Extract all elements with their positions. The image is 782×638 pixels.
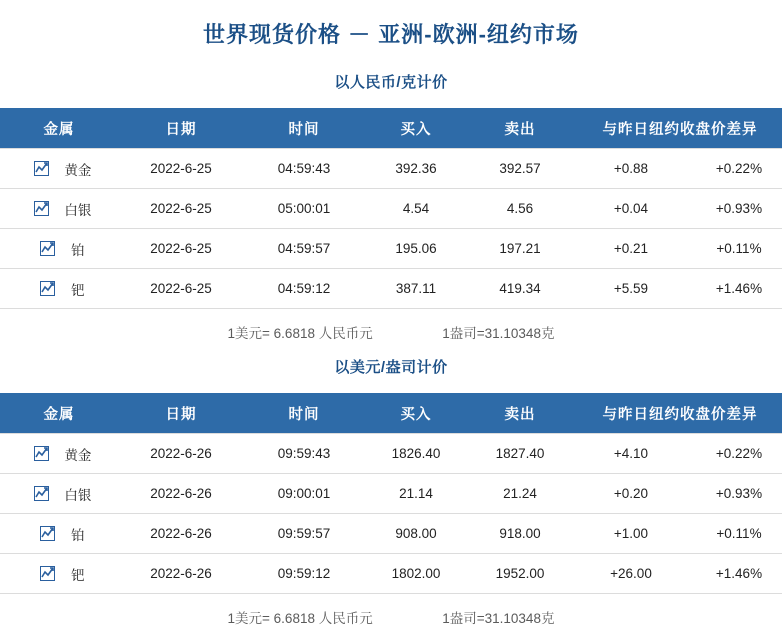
sell-cell: 197.21 — [468, 229, 572, 269]
column-header-diff: 与昨日纽约收盘价差异 — [572, 108, 782, 149]
metal-label: 黄金 — [64, 447, 92, 463]
section-title-usd: 以美元/盎司计价 — [334, 359, 448, 376]
chart-icon[interactable] — [40, 566, 55, 581]
time-cell: 09:59:12 — [244, 554, 364, 594]
table-row[interactable] — [0, 269, 782, 309]
ounce-conversion-note: 1盎司=31.10348克 — [442, 611, 555, 626]
sell-cell: 21.24 — [468, 474, 572, 514]
diff-pct-cell: +0.11% — [690, 514, 782, 554]
metal-cell — [0, 474, 118, 514]
metal-label: 白银 — [64, 487, 92, 503]
chart-icon[interactable] — [40, 241, 55, 256]
column-header-metal: 金属 — [0, 108, 118, 149]
diff-cell: +1.00 — [572, 514, 690, 554]
sell-cell: 392.57 — [468, 149, 572, 189]
date-cell: 2022-6-25 — [118, 269, 244, 309]
date-cell: 2022-6-26 — [118, 514, 244, 554]
buy-cell: 1802.00 — [364, 554, 468, 594]
buy-cell: 392.36 — [364, 149, 468, 189]
chart-icon[interactable] — [40, 281, 55, 296]
date-cell: 2022-6-26 — [118, 474, 244, 514]
ounce-conversion-note: 1盎司=31.10348克 — [442, 326, 555, 341]
table-row[interactable] — [0, 474, 782, 514]
date-cell: 2022-6-25 — [118, 229, 244, 269]
metal-cell — [0, 554, 118, 594]
exchange-rate-note: 1美元= 6.6818 人民币元 — [227, 326, 373, 341]
chart-icon[interactable] — [34, 446, 49, 461]
column-header-diff: 与昨日纽约收盘价差异 — [572, 393, 782, 434]
diff-pct-cell: +0.93% — [690, 189, 782, 229]
diff-cell: +26.00 — [572, 554, 690, 594]
table-header-usd — [0, 393, 782, 434]
metal-label: 铂 — [71, 527, 85, 543]
header-row — [0, 393, 782, 434]
date-cell: 2022-6-26 — [118, 554, 244, 594]
table-row[interactable] — [0, 554, 782, 594]
column-header-date: 日期 — [118, 393, 244, 434]
sell-cell: 1952.00 — [468, 554, 572, 594]
column-header-time: 时间 — [244, 393, 364, 434]
table-row[interactable] — [0, 229, 782, 269]
column-header-buy: 买入 — [364, 393, 468, 434]
page-title: 世界现货价格 － 亚洲-欧洲-纽约市场 — [203, 22, 579, 47]
buy-cell: 195.06 — [364, 229, 468, 269]
table-body-usd — [0, 434, 782, 594]
date-cell: 2022-6-25 — [118, 149, 244, 189]
metal-label: 黄金 — [64, 162, 92, 178]
table-row[interactable] — [0, 189, 782, 229]
time-cell: 04:59:12 — [244, 269, 364, 309]
buy-cell: 908.00 — [364, 514, 468, 554]
column-header-metal: 金属 — [0, 393, 118, 434]
diff-cell: +4.10 — [572, 434, 690, 474]
column-header-sell: 卖出 — [468, 393, 572, 434]
diff-pct-cell: +1.46% — [690, 554, 782, 594]
header-row — [0, 108, 782, 149]
metal-cell — [0, 189, 118, 229]
price-table-usd — [0, 393, 782, 594]
price-table-cny — [0, 108, 782, 309]
date-cell: 2022-6-25 — [118, 189, 244, 229]
metal-cell — [0, 149, 118, 189]
column-header-buy: 买入 — [364, 108, 468, 149]
chart-icon[interactable] — [34, 486, 49, 501]
date-cell: 2022-6-26 — [118, 434, 244, 474]
time-cell: 09:00:01 — [244, 474, 364, 514]
footnote-usd — [0, 607, 782, 627]
time-cell: 04:59:57 — [244, 229, 364, 269]
table-body-cny — [0, 149, 782, 309]
time-cell: 09:59:43 — [244, 434, 364, 474]
metal-label: 铂 — [71, 242, 85, 258]
buy-cell: 4.54 — [364, 189, 468, 229]
chart-icon[interactable] — [40, 526, 55, 541]
buy-cell: 1826.40 — [364, 434, 468, 474]
sell-cell: 1827.40 — [468, 434, 572, 474]
metal-label: 钯 — [71, 567, 85, 583]
metal-cell — [0, 434, 118, 474]
column-header-time: 时间 — [244, 108, 364, 149]
table-header-cny — [0, 108, 782, 149]
diff-pct-cell: +0.93% — [690, 474, 782, 514]
metal-cell — [0, 229, 118, 269]
diff-cell: +0.04 — [572, 189, 690, 229]
buy-cell: 21.14 — [364, 474, 468, 514]
table-row[interactable] — [0, 514, 782, 554]
footnote-cny — [0, 322, 782, 342]
sell-cell: 4.56 — [468, 189, 572, 229]
diff-pct-cell: +0.11% — [690, 229, 782, 269]
diff-pct-cell: +0.22% — [690, 149, 782, 189]
diff-cell: +0.88 — [572, 149, 690, 189]
section-title-cny: 以人民币/克计价 — [334, 74, 448, 91]
table-row[interactable] — [0, 434, 782, 474]
time-cell: 04:59:43 — [244, 149, 364, 189]
metal-label: 白银 — [64, 202, 92, 218]
metal-label: 钯 — [71, 282, 85, 298]
metal-cell — [0, 269, 118, 309]
column-header-sell: 卖出 — [468, 108, 572, 149]
metal-cell — [0, 514, 118, 554]
diff-pct-cell: +1.46% — [690, 269, 782, 309]
diff-pct-cell: +0.22% — [690, 434, 782, 474]
diff-cell: +5.59 — [572, 269, 690, 309]
chart-icon[interactable] — [34, 161, 49, 176]
table-row[interactable] — [0, 149, 782, 189]
diff-cell: +0.20 — [572, 474, 690, 514]
time-cell: 09:59:57 — [244, 514, 364, 554]
time-cell: 05:00:01 — [244, 189, 364, 229]
diff-cell: +0.21 — [572, 229, 690, 269]
sell-cell: 918.00 — [468, 514, 572, 554]
column-header-date: 日期 — [118, 108, 244, 149]
chart-icon[interactable] — [34, 201, 49, 216]
buy-cell: 387.11 — [364, 269, 468, 309]
exchange-rate-note: 1美元= 6.6818 人民币元 — [227, 611, 373, 626]
sell-cell: 419.34 — [468, 269, 572, 309]
